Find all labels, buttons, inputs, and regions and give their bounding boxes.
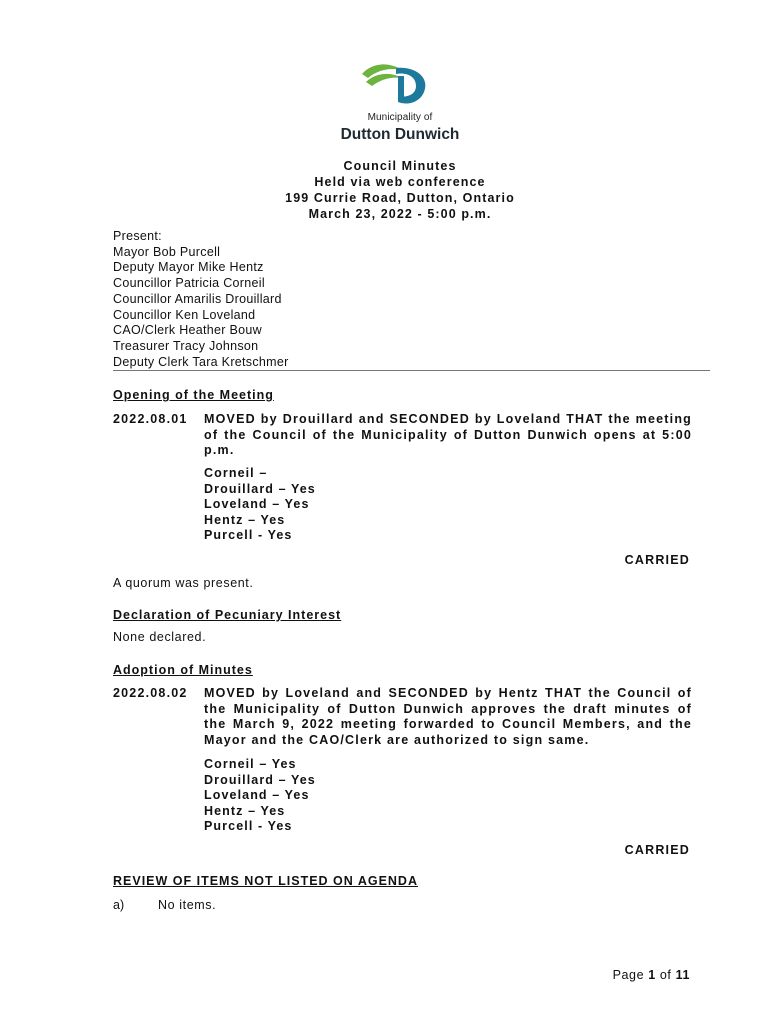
opening-heading: Opening of the Meeting bbox=[113, 388, 274, 402]
vote-entry: Corneil – bbox=[204, 466, 268, 480]
attendee: Mayor Bob Purcell bbox=[113, 244, 221, 259]
vote-entry: Hentz – Yes bbox=[204, 803, 286, 818]
attendee: Deputy Clerk Tara Kretschmer bbox=[113, 354, 289, 369]
vote-entry: Loveland – Yes bbox=[204, 788, 310, 803]
vote-entry: Drouillard – Yes bbox=[204, 481, 316, 496]
logo-title: Dutton Dunwich bbox=[340, 126, 460, 143]
quorum-note: A quorum was present. bbox=[113, 576, 254, 590]
attendee: Deputy Mayor Mike Hentz bbox=[113, 260, 264, 275]
document-header bbox=[200, 158, 600, 222]
item-letter: a) bbox=[113, 898, 125, 912]
attendee: Treasurer Tracy Johnson bbox=[113, 338, 259, 353]
vote-entry: Purcell - Yes bbox=[204, 819, 293, 834]
vote-entry: Purcell - Yes bbox=[204, 528, 293, 543]
meeting-date: March 23, 2022 - 5:00 p.m. bbox=[308, 207, 492, 221]
of-word: of bbox=[659, 968, 672, 982]
page-current: 1 bbox=[648, 968, 656, 982]
meeting-address: 199 Currie Road, Dutton, Ontario bbox=[285, 191, 515, 205]
item-text: No items. bbox=[158, 898, 217, 912]
page-word: Page bbox=[612, 968, 645, 982]
vote-entry: Drouillard – Yes bbox=[204, 772, 316, 787]
vote-list bbox=[204, 757, 316, 835]
page-total: 11 bbox=[675, 968, 690, 982]
meeting-format: Held via web conference bbox=[314, 175, 486, 189]
document-title: Council Minutes bbox=[343, 159, 457, 173]
motion-result: CARRIED bbox=[624, 843, 690, 857]
logo-subtitle: Municipality of bbox=[367, 112, 433, 123]
motion-number: 2022.08.02 bbox=[113, 686, 188, 700]
motion-result: CARRIED bbox=[624, 553, 690, 567]
attendance-list bbox=[113, 229, 289, 370]
vote-entry: Corneil – Yes bbox=[204, 757, 297, 771]
vote-list bbox=[204, 466, 316, 544]
attendee: Councillor Amarilis Drouillard bbox=[113, 291, 282, 306]
motion-number: 2022.08.01 bbox=[113, 412, 188, 426]
municipality-logo bbox=[340, 60, 460, 145]
attendee: CAO/Clerk Heather Bouw bbox=[113, 323, 263, 338]
section-divider bbox=[113, 370, 710, 371]
vote-entry: Loveland – Yes bbox=[204, 497, 310, 512]
motion-text: MOVED by Drouillard and SECONDED by Loveland THAT the meeting of the Council of the Municipality of Dutton Dunwich opens at 5:00 p.m. bbox=[204, 412, 692, 457]
attendee: Councillor Ken Loveland bbox=[113, 307, 256, 322]
vote-entry: Hentz – Yes bbox=[204, 512, 286, 527]
present-label: Present: bbox=[113, 229, 162, 243]
page-number bbox=[613, 968, 690, 982]
motion-text: MOVED by Loveland and SECONDED by Hentz THAT the Council of the Municipality of Dutton Dunwich approves the draft minutes of the March 9, 2022 meeting forwarded to Council Members, and the Mayor and the CAO/Clerk are authorized to sign same. bbox=[204, 686, 692, 747]
dutton-dunwich-logo-icon bbox=[358, 60, 442, 108]
pecuniary-heading: Declaration of Pecuniary Interest bbox=[113, 608, 342, 622]
minutes-heading: Adoption of Minutes bbox=[113, 663, 253, 677]
pecuniary-text: None declared. bbox=[113, 630, 207, 644]
review-heading: REVIEW OF ITEMS NOT LISTED ON AGENDA bbox=[113, 874, 418, 888]
attendee: Councillor Patricia Corneil bbox=[113, 276, 265, 291]
